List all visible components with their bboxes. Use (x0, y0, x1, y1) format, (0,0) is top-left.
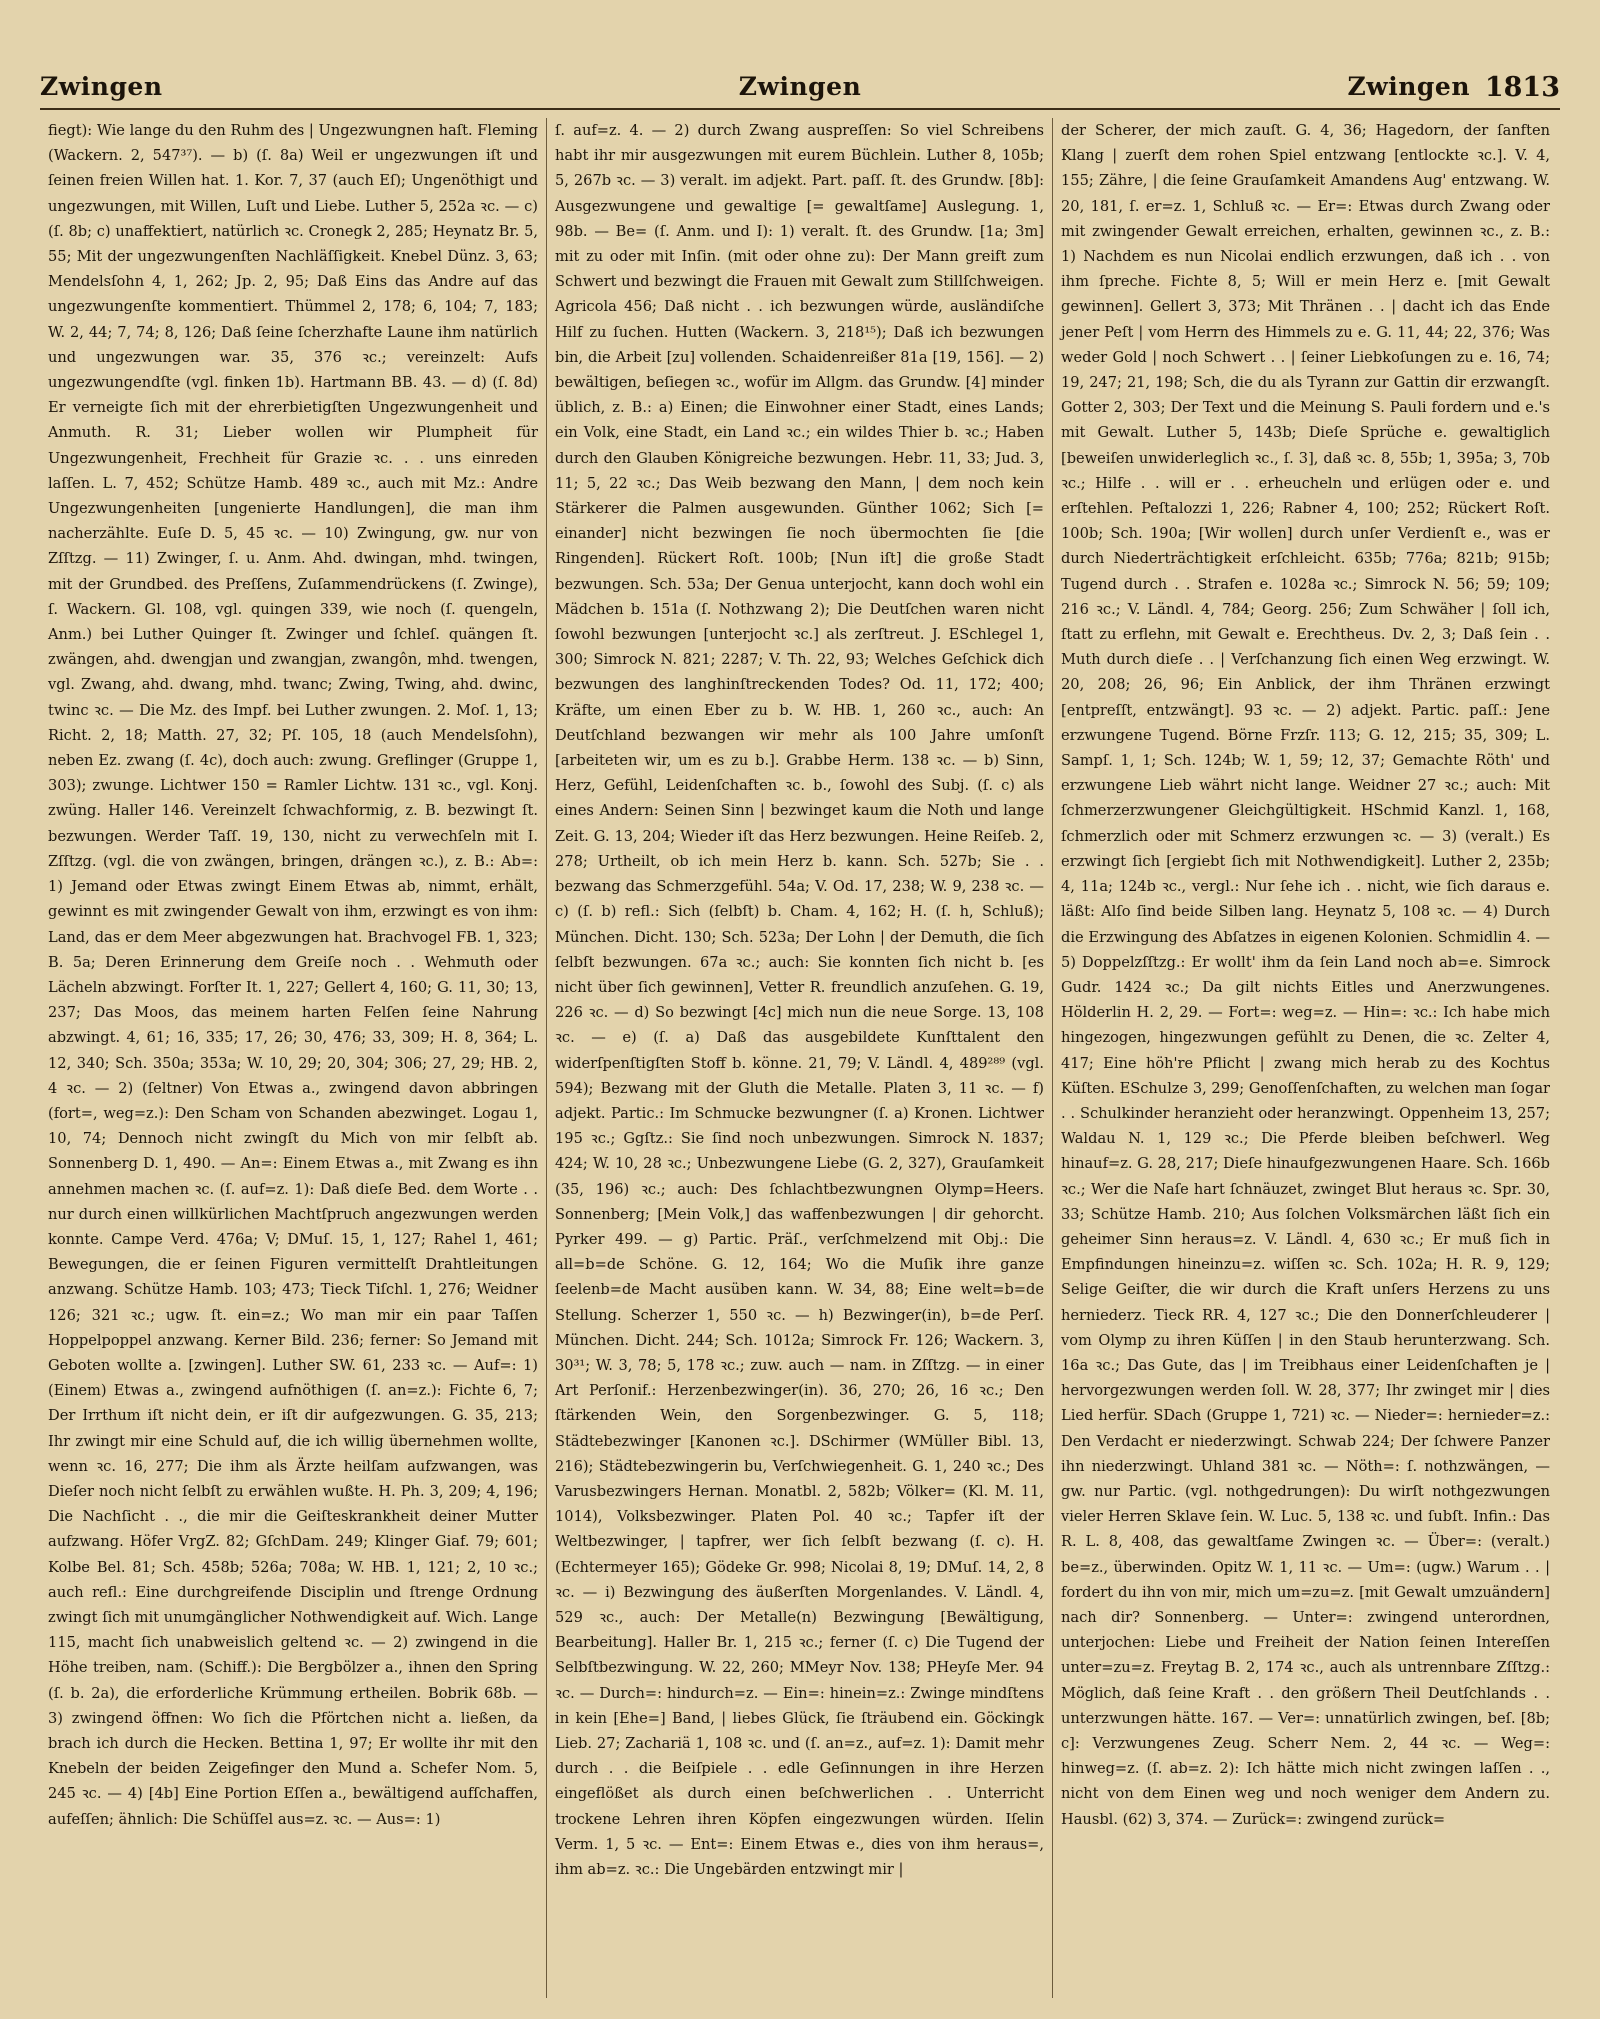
headword-left: Zwingen (40, 72, 163, 101)
page-header (40, 72, 1560, 112)
column-text: ſ. auf=z. 4. — 2) durch Zwang auspreſſen: So viel Schreibens habt ihr mir ausgezwungen mit eurem Büchlein. Luther 8, 105b; 5, 267b ꝛc. — 3) veralt. im adjekt. Part. paſſ. ſt. des Grundw. [8b]: Ausgezwungene und gewaltige [= gewaltſame] Auslegung. 1, 98b. — Be= (ſ. Anm. und I): 1) veralt. ſt. des Grundw. [1a; 3m] mit zu oder mit Inſin. (mit oder ohne zu): Der Mann greift zum Schwert und bezwingt die Frauen mit Gewalt zum Stillſchweigen. Agricola 456; Daß nicht . . ich bezwungen würde, ausländiſche Hilf zu ſuchen. Hutten (Wackern. 3, 218¹⁵); Daß ich bezwungen bin, die Arbeit [zu] vollenden. Schaidenreißer 81a [19, 156]. — 2) bewältigen, beſiegen ꝛc., wofür im Allgm. das Grundw. [4] minder üblich, z. B.: a) Einen; die Einwohner einer Stadt, eines Lands; ein Volk, eine Stadt, ein Land ꝛc.; ein wildes Thier b. ꝛc.; Haben durch den Glauben Königreiche bezwungen. Hebr. 11, 33; Jud. 3, 11; 5, 22 ꝛc.; Das Weib bezwang den Mann, | dem noch kein Stärkerer die Palmen ausgewunden. Günther 1062; Sich [= einander] nicht bezwingen ſie noch übermochten ſie [die Ringenden]. Rückert Roſt. 100b; [Nun iſt] die große Stadt bezwungen. Sch. 53a; Der Genua unterjocht, kann doch wohl ein Mädchen b. 151a (ſ. Nothzwang 2); Die Deutſchen waren nicht ſowohl bezwungen [unterjocht ꝛc.] als zerſtreut. J. ESchlegel 1, 300; Simrock N. 821; 2287; V. Th. 22, 93; Welches Geſchick dich bezwungen des langhinſtreckenden Todes? Od. 11, 172; 400; Kräfte, um einen Eber zu b. W. HB. 1, 260 ꝛc., auch: An Deutſchland bezwangen wir mehr als 100 Jahre umſonſt [arbeiteten wir, um es zu b.]. Grabbe Herm. 138 ꝛc. — b) Sinn, Herz, Gefühl, Leidenſchaften ꝛc. b., ſowohl des Subj. (ſ. c) als eines Andern: Seinen Sinn | bezwinget kaum die Noth und lange Zeit. G. 13, 204; Wieder iſt das Herz bezwungen. Heine Reiſeb. 2, 278; Urtheilt, ob ich mein Herz b. kann. Sch. 527b; Sie . . bezwang das Schmerzgefühl. 54a; V. Od. 17, 238; W. 9, 238 ꝛc. — c) (ſ. b) refl.: Sich (ſelbſt) b. Cham. 4, 162; H. (ſ. h, Schluß); München. Dicht. 130; Sch. 523a; Der Lohn | der Demuth, die ſich ſelbſt bezwungen. 67a ꝛc.; auch: Sie konnten ſich nicht b. [es nicht über ſich gewinnen], Vetter R. freundlich anzuſehen. G. 19, 226 ꝛc. — d) So bezwingt [4c] mich nun die neue Sorge. 13, 108 ꝛc. — e) (ſ. a) Daß das ausgebildete Kunſttalent den widerſpenſtigſten Stoff b. könne. 21, 79; V. Ländl. 4, 489²⁸⁹ (vgl. 594); Bezwang mit der Gluth die Metalle. Platen 3, 11 ꝛc. — f) adjekt. Partic.: Im Schmucke bezwungner (ſ. a) Kronen. Lichtwer 195 ꝛc.; Ggſtz.: Sie ſind noch unbezwungen. Simrock N. 1837; 424; W. 10, 28 ꝛc.; Unbezwungene Liebe (G. 2, 327), Grauſamkeit (35, 196) ꝛc.; auch: Des ſchlachtbezwungnen Olymp=Heers. Sonnenberg; [Mein Volk,] das waffenbezwungen | dir gehorcht. Pyrker 499. — g) Partic. Präſ., verſchmelzend mit Obj.: Die all=b=de Schöne. G. 12, 164; Wo die Muſik ihre ganze ſeelenb=de Macht ausüben kann. W. 34, 88; Eine welt=b=de Stellung. Scherzer 1, 550 ꝛc. — h) Bezwinger(in), b=de Perſ. München. Dicht. 244; Sch. 1012a; Simrock Fr. 126; Wackern. 3, 30³¹; W. 3, 78; 5, 178 ꝛc.; zuw. auch — nam. in Zſſtzg. — in einer Art Perſonif.: Herzenbezwinger(in). 36, 270; 26, 16 ꝛc.; Den ſtärkenden Wein, den Sorgenbezwinger. G. 5, 118; Städtebezwinger [Kanonen ꝛc.]. DSchirmer (WMüller Bibl. 13, 216); Städtebezwingerin bu, Verſchwiegenheit. G. 1, 240 ꝛc.; Des Varusbezwingers Hernan. Monatbl. 2, 582b; Völker= (Kl. M. 11, 1014), Volksbezwinger. Platen Pol. 40 ꝛc.; Tapfer iſt der Weltbezwinger, | tapfrer, wer ſich ſelbſt bezwang (ſ. c). H. (Echtermeyer 165); Gödeke Gr. 998; Nicolai 8, 19; DMuſ. 14, 2, 8 ꝛc. — i) Bezwingung des äußerſten Morgenlandes. V. Ländl. 4, 529 ꝛc., auch: Der Metalle(n) Bezwingung [Bewältigung, Bearbeitung]. Haller Br. 1, 215 ꝛc.; ferner (ſ. c) Die Tugend der Selbſtbezwingung. W. 22, 260; MMeyr Nov. 138; PHeyſe Mer. 94 ꝛc. — Durch=: hindurch=z. — Ein=: hinein=z.: Zwinge mindſtens in kein [Ehe=] Band, | liebes Glück, ſie ſträubend ein. Göckingk Lieb. 27; Zachariä 1, 108 ꝛc. und (ſ. an=z., auf=z. 1): Damit mehr durch . . die Beiſpiele . . edle Geſinnungen in ihre Herzen eingeflößet als durch einen beſchwerlichen . . Unterricht trockene Lehren ihren Köpfen eingezwungen würden. Iſelin Verm. 1, 5 ꝛc. — Ent=: Einem Etwas e., dies von ihm heraus=, ihm ab=z. ꝛc.: Die Ungebärden entzwingt mir | (555, 122, 1044, 1879)
column-left (40, 118, 546, 1998)
column-middle (546, 118, 1052, 1998)
column-text: der Scherer, der mich zauſt. G. 4, 36; Hagedorn, der ſanften Klang | zuerſt dem rohen Spiel entzwang [entlockte ꝛc.]. V. 4, 155; Zähre, | die ſeine Grauſamkeit Amandens Aug' entzwang. W. 20, 181, ſ. er=z. 1, Schluß ꝛc. — Er=: Etwas durch Zwang oder mit zwingender Gewalt erreichen, erhalten, gewinnen ꝛc., z. B.: 1) Nachdem es nun Nicolai endlich erzwungen, daß ich . . von ihm ſpreche. Fichte 8, 5; Will er mein Herz e. [mit Gewalt gewinnen]. Gellert 3, 373; Mit Thränen . . | dacht ich das Ende jener Peſt | vom Herrn des Himmels zu e. G. 11, 44; 22, 376; Was weder Gold | noch Schwert . . | ſeiner Liebkoſungen zu e. 16, 74; 19, 247; 21, 198; Sch, die du als Tyrann zur Gattin dir erzwangſt. Gotter 2, 303; Der Text und die Meinung S. Pauli fordern und e.'s mit Gewalt. Luther 5, 143b; Dieſe Sprüche e. gewaltiglich [beweiſen unwiderleglich ꝛc., ſ. 3], daß ꝛc. 8, 55b; 1, 395a; 3, 70b ꝛc.; Hilfe . . will er . . erheucheln und erlügen oder e. und erſtehlen. Peſtalozzi 1, 226; Rabner 4, 100; 252; Rückert Roſt. 100b; Sch. 190a; [Wir wollen] durch unſer Verdienſt e., was er durch Niederträchtigkeit erſchleicht. 635b; 776a; 821b; 915b; Tugend durch . . Strafen e. 1028a ꝛc.; Simrock N. 56; 59; 109; 216 ꝛc.; V. Ländl. 4, 784; Georg. 256; Zum Schwäher | ſoll ich, ſtatt zu erflehn, mit Gewalt e. Erechtheus. Dv. 2, 3; Daß ſein . . Muth durch dieſe . . | Verſchanzung ſich einen Weg erzwingt. W. 20, 208; 26, 96; Ein Anblick, der ihm Thränen erzwingt [entpreſſt, entzwängt]. 93 ꝛc. — 2) adjekt. Partic. paſſ.: Jene erzwungene Tugend. Börne Frzſr. 113; G. 12, 215; 35, 309; L. Sampſ. 1, 1; Sch. 124b; W. 1, 59; 12, 37; Gemachte Röth' und erzwungene Lieb währt nicht lange. Weidner 27 ꝛc.; auch: Mit ſchmerzerzwungener Gleichgültigkeit. HSchmid Kanzl. 1, 168, ſchmerzlich oder mit Schmerz erzwungen ꝛc. — 3) (veralt.) Es erzwingt ſich [ergiebt ſich mit Nothwendigkeit]. Luther 2, 235b; 4, 11a; 124b ꝛc., vergl.: Nur ſehe ich . . nicht, wie ſich daraus e. läßt: Alſo ſind beide Silben lang. Heynatz 5, 108 ꝛc. — 4) Durch die Erzwingung des Abſatzes in eigenen Kolonien. Schmidlin 4. — 5) Doppelzſſtzg.: Er wollt' ihm da ſein Land noch ab=e. Simrock Gudr. 1424 ꝛc.; Da gilt nichts Eitles und Anerzwungenes. Hölderlin H. 2, 29. — Fort=: weg=z. — Hin=: ꝛc.: Ich habe mich hingezogen, hingezwungen gefühlt zu Denen, die ꝛc. Zelter 4, 417; Eine höh're Pflicht | zwang mich herab zu des Kochtus Küſten. ESchulze 3, 299; Genoſſenſchaften, zu welchen man ſogar . . Schulkinder heranzieht oder heranzwingt. Oppenheim 13, 257; Waldau N. 1, 129 ꝛc.; Die Pferde bleiben beſchwerl. Weg hinauf=z. G. 28, 217; Dieſe hinaufgezwungenen Haare. Sch. 166b ꝛc.; Wer die Naſe hart ſchnäuzet, zwinget Blut heraus ꝛc. Spr. 30, 33; Schütze Hamb. 210; Aus ſolchen Volksmärchen läßt ſich ein geheimer Sinn heraus=z. V. Ländl. 4, 630 ꝛc.; Er muß ſich in Empfindungen hineinzu=z. wiſſen ꝛc. Sch. 102a; H. R. 9, 129; Selige Geiſter, die wir durch die Kraft unſers Herzens zu uns herniederz. Tieck RR. 4, 127 ꝛc.; Die den Donnerſchleuderer | vom Olymp zu ihren Küſſen | in den Staub herunterzwang. Sch. 16a ꝛc.; Das Gute, das | im Treibhaus einer Leidenſchaften je | hervorgezwungen werden ſoll. W. 28, 377; Ihr zwinget mir | dies Lied herfür. SDach (Gruppe 1, 721) ꝛc. — Nieder=: hernieder=z.: Den Verdacht er niederzwingt. Schwab 224; Der ſchwere Panzer ihn niederzwingt. Uhland 381 ꝛc. — Nöth=: ſ. nothzwängen, — gw. nur Partic. (vgl. nothgedrungen): Du wirſt nothgezwungen vieler Herren Sklave ſein. W. Luc. 5, 138 ꝛc. und ſubſt. Infin.: Das R. L. 8, 408, das gewaltſame Zwingen ꝛc. — Über=: (veralt.) be=z., überwinden. Opitz W. 1, 11 ꝛc. — Um=: (ugw.) Warum . . | fordert du ihn von mir, mich um=zu=z. [mit Gewalt umzuändern] nach dir? Sonnenberg. — Unter=: zwingend unterordnen, unterjochen: Liebe und Freiheit der Nation ſeinen Intereſſen unter=zu=z. Freytag B. 2, 174 ꝛc., auch als untrennbare Zſſtzg.: Möglich, daß ſeine Kraft . . den größern Theil Deutſchlands . . unterzwungen hätte. 167. — Ver=: unnatürlich zwingen, beſ. [8b; c]: Verzwungenes Zeug. Scherr Nem. 2, 44 ꝛc. — Weg=: hinweg=z. (ſ. ab=z. 2): Ich hätte mich nicht zwingen laſſen . ., nicht von dem Einen weg und noch weniger dem Andern zu. Hausbl. (62) 3, 374. — Zurück=: zwingend zurück= (1061, 122, 1550, 1828)
text-columns (40, 118, 1560, 1998)
header-rule (40, 108, 1560, 110)
page-number: 1813 (1484, 72, 1560, 103)
headword-center: Zwingen (738, 72, 862, 101)
column-right (1052, 118, 1558, 1998)
headword-right: Zwingen (1347, 72, 1470, 101)
column-text: fiegt): Wie lange du den Ruhm des | Ungezwungnen haſt. Fleming (Wackern. 2, 547³⁷). — b) (ſ. 8a) Weil er ungezwungen iſt und ſeinen freien Willen hat. 1. Kor. 7, 37 (auch Eſ); Ungenöthigt und ungezwungen, mit Willen, Luſt und Liebe. Luther 5, 252a ꝛc. — c) (ſ. 8b; c) unaffektiert, natürlich ꝛc. Cronegk 2, 285; Heynatz Br. 5, 55; Mit der ungezwungenſten Nachläſſigkeit. Knebel Dünz. 3, 63; Mendelsſohn 4, 1, 262; Jp. 2, 95; Daß Eins das Andre auf das ungezwungenſte kommentiert. Thümmel 2, 178; 6, 104; 7, 183; W. 2, 44; 7, 74; 8, 126; Daß ſeine ſcherzhafte Laune ihm natürlich und ungezwungen war. 35, 376 ꝛc.; vereinzelt: Aufs ungezwungendſte (vgl. finken 1b). Hartmann BB. 43. — d) (ſ. 8d) Er verneigte ſich mit der ehrerbietigſten Ungezwungenheit und Anmuth. R. 31; Lieber wollen wir Plumpheit für Ungezwungenheit, Frechheit für Grazie ꝛc. . . uns einreden laſſen. L. 7, 452; Schütze Hamb. 489 ꝛc., auch mit Mz.: Andre Ungezwungenheiten [ungenierte Handlungen], die man ihm nacherzählte. Euſe D. 5, 45 ꝛc. — 10) Zwingung, gw. nur von Zſſtzg. — 11) Zwinger, ſ. u. Anm. Ahd. dwingan, mhd. twingen, mit der Grundbed. des Preſſens, Zuſammendrückens (ſ. Zwinge), ſ. Wackern. Gl. 108, vgl. quingen 339, wie noch (ſ. quengeln, Anm.) bei Luther Quinger ſt. Zwinger und ſchleſ. quängen ſt. zwängen, ahd. dwengjan und zwangjan, zwangôn, mhd. twengen, vgl. Zwang, ahd. dwang, mhd. twanc; Zwing, Twing, ahd. dwinc, twinc ꝛc. — Die Mz. des Impf. bei Luther zwungen. 2. Moſ. 1, 13; Richt. 2, 18; Matth. 27, 32; Pſ. 105, 18 (auch Mendelsſohn), neben Ez. zwang (ſ. 4c), doch auch: zwung. Greflinger (Gruppe 1, 303); zwunge. Lichtwer 150 = Ramler Lichtw. 131 ꝛc., vgl. Konj. zwüng. Haller 146. Vereinzelt ſchwachformig, z. B. bezwingt ſt. bezwungen. Werder Taſſ. 19, 130, nicht zu verwechſeln mit I. Zſſtzg. (vgl. die von zwängen, bringen, drängen ꝛc.), z. B.: Ab=: 1) Jemand oder Etwas zwingt Einem Etwas ab, nimmt, erhält, gewinnt es mit zwingender Gewalt von ihm, erzwingt es von ihm: Land, das er dem Meer abgezwungen hat. Brachvogel FB. 1, 323; B. 5a; Deren Erinnerung dem Greiſe noch . . Wehmuth oder Lächeln abzwingt. Forſter It. 1, 227; Gellert 4, 160; G. 11, 30; 13, 237; Das Moos, das meinem harten Felſen ſeine Nahrung abzwingt. 4, 61; 16, 335; 17, 26; 30, 476; 33, 309; H. 8, 364; L. 12, 340; Sch. 350a; 353a; W. 10, 29; 20, 304; 306; 27, 29; HB. 2, 4 ꝛc. — 2) (ſeltner) Von Etwas a., zwingend davon abbringen (fort=, weg=z.): Den Scham von Schanden abezwinget. Logau 1, 10, 74; Dennoch nicht zwingſt du Mich von mir ſelbſt ab. Sonnenberg D. 1, 490. — An=: Einem Etwas a., mit Zwang es ihn annehmen machen ꝛc. (ſ. auf=z. 1): Daß dieſe Bed. dem Worte . . nur durch einen willkürlichen Machtſpruch angezwungen werden konnte. Campe Verd. 476a; V; DMuſ. 15, 1, 127; Rahel 1, 461; Bewegungen, die er ſeinen Figuren vermittelſt Drahtleitungen anzwang. Schütze Hamb. 103; 473; Tieck Tiſchl. 1, 276; Weidner 126; 321 ꝛc.; ugw. ſt. ein=z.; Wo man mir ein paar Taſſen Hoppelpoppel anzwang. Kerner Bild. 236; ferner: So Jemand mit Geboten wollte a. [zwingen]. Luther SW. 61, 233 ꝛc. — Auf=: 1) (Einem) Etwas a., zwingend aufnöthigen (ſ. an=z.): Fichte 6, 7; Der Irrthum iſt nicht dein, er iſt dir aufgezwungen. G. 35, 213; Ihr zwingt mir eine Schuld auf, die ich willig übernehmen wollte, wenn ꝛc. 16, 277; Die ihm als Ärzte heilſam aufzwangen, was Dieſer noch nicht ſelbſt zu erwählen wußte. H. Ph. 3, 209; 4, 196; Die Nachſicht . ., die mir die Geiſteskrankheit deiner Mutter aufzwang. Höfer VrgZ. 82; GſchDam. 249; Klinger Giaf. 79; 601; Kolbe Bel. 81; Sch. 458b; 526a; 708a; W. HB. 1, 121; 2, 10 ꝛc.; auch refl.: Eine durchgreifende Disciplin und ſtrenge Ordnung zwingt ſich mit unumgänglicher Nothwendigkeit auf. Wich. Lange 115, macht ſich unabweislich geltend ꝛc. — 2) zwingend in die Höhe treiben, nam. (Schiff.): Die Bergbölzer a., ihnen den Spring (ſ. b. 2a), die erforderliche Krümmung ertheilen. Bobrik 68b. — 3) zwingend öffnen: Wo ſich die Pförtchen nicht a. ließen, da brach ich durch die Hecken. Bettina 1, 97; Er wollte ihr mit den Knebeln der beiden Zeigefinger den Mund a. Schefer Nom. 5, 245 ꝛc. — 4) [4b] Eine Portion Eſſen a., bewältigend aufſchaffen, aufeſſen; ähnlich: Die Schüſſel aus=z. ꝛc. — Aus=: 1) (48, 122, 538, 1828)
